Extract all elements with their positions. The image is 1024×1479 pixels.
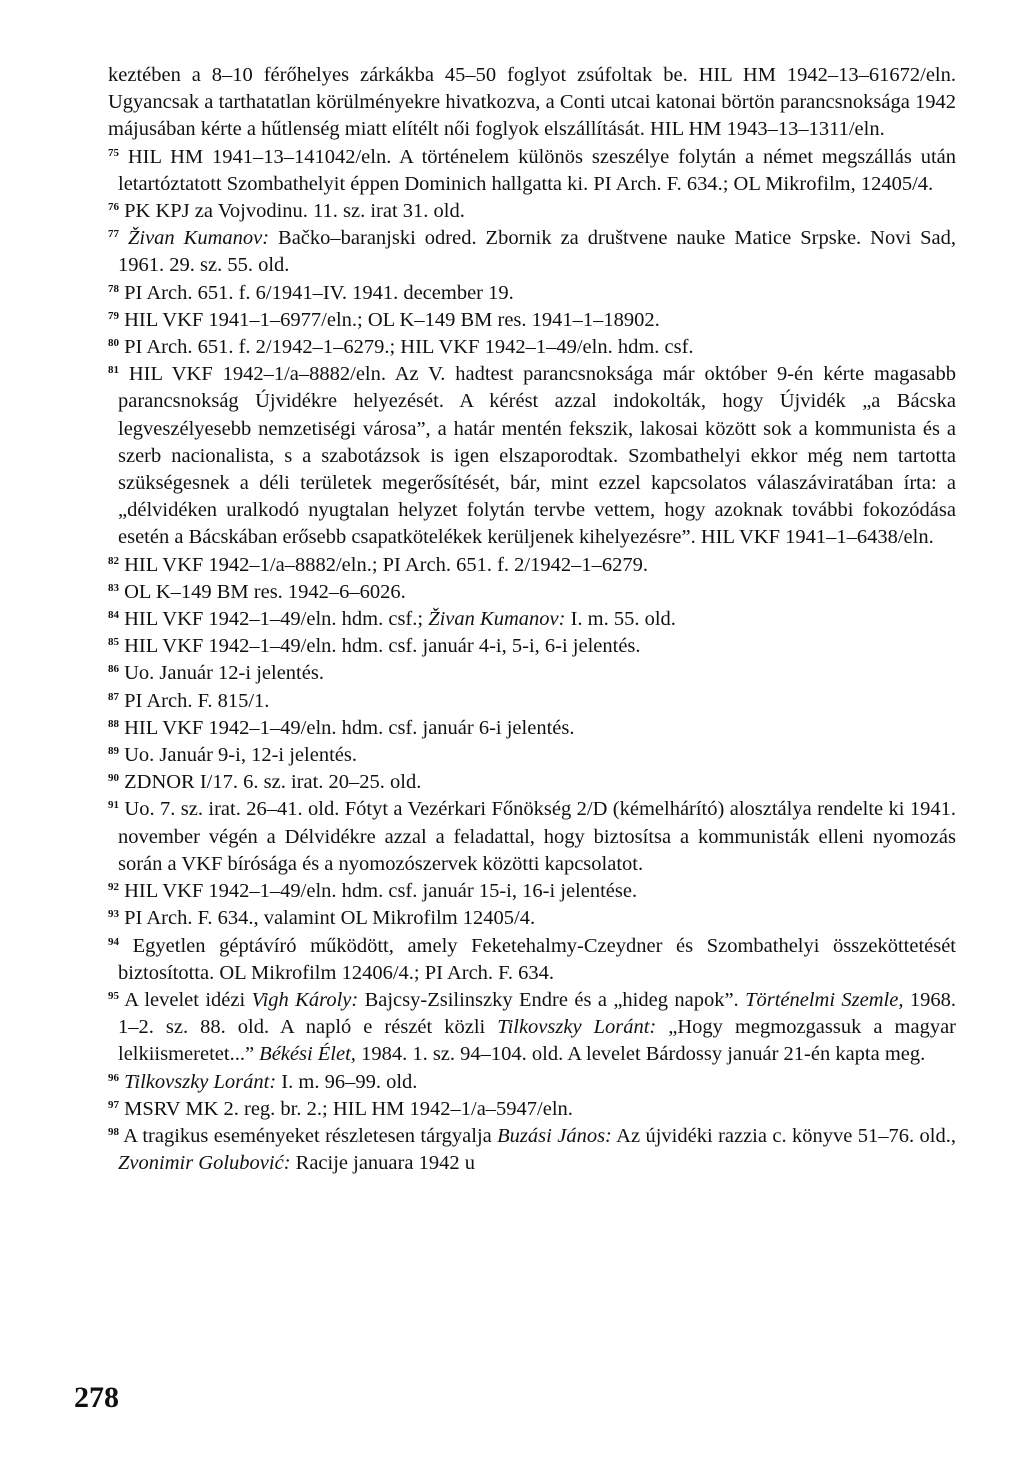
footnote-text — [119, 635, 641, 657]
footnote-text — [119, 662, 324, 684]
text-segment: HIL VKF 1942–1–49/eln. hdm. csf. január 6-i jelentés. — [124, 716, 575, 739]
text-segment: Uo. Január 12-i jelentés. — [124, 662, 324, 685]
footnote-text — [119, 771, 421, 793]
footnote: 92 HIL VKF 1942–1–49/eln. hdm. csf. január 15-i, 16-i jelentése. — [108, 880, 638, 903]
text-segment: Bačko–baranjski odred. Zbornik za društvene nauke Matice Srpske. Novi Sad, 1961. 29. sz. 55. old. — [118, 227, 956, 277]
text-segment: HIL VKF 1942–1/a–8882/eln.; PI Arch. 651. f. 2/1942–1–6279. — [124, 553, 648, 576]
cited-author-or-title: Békési Élet, — [259, 1043, 356, 1066]
footnote: 91 Uo. 7. sz. irat. 26–41. old. Fótyt a Vezérkari Főnökség 2/D (kémelhárító) alosztálya rendelte ki 1941. november végén a Délvidékre azzal a feladattal, hogy biztosítsa a kommunisták elleni nyomozás során a VKF bírósága és a nyomozószervek közötti kapcsolatot. — [108, 798, 956, 875]
footnotes — [108, 62, 956, 1177]
text-segment: PI Arch. 651. f. 2/1942–1–6279.; HIL VKF 1942–1–49/eln. hdm. csf. — [124, 336, 694, 359]
footnote: 81 HIL VKF 1942–1/a–8882/eln. Az V. hadtest parancsnoksága már október 9-én kérte magasabb parancsnokság Újvidékre helyezését. A kérést azzal indokolták, hogy Újvidék „a Bácska legveszélyesebb nemzetiségi városa”, a határ mentén fekszik, lakosai között sok a kommunista és a szerb nacionalista, s a szabotázsok is igen elszaporodtak. Szombathelyi ekkor még nem tartotta szükségesnek a déli területek megerősítését, bár, mint ezzel kapcsolatos válaszáviratában írta: a „délvidéken uralkodó nyugtalan helyzet folytán tervbe vettem, hogy azoknak további fokozódása esetén a Bácskában erősebb csapatkötelékek kerüljenek kihelyezésre”. HIL VKF 1941–1–6438/eln. — [108, 363, 957, 549]
footnote-text — [119, 907, 535, 929]
footnote-text — [119, 309, 660, 331]
text-segment: Uo. 7. sz. irat. 26–41. old. Fótyt a Vezérkari Főnökség 2/D (kémelhárító) alosztálya rendelte ki 1941. november végén a Délvidékre azzal a feladattal, hogy biztosítsa a kommunisták elleni nyomozás során a VKF bírósága és a nyomozószervek közötti kapcsolatot. — [118, 798, 956, 875]
footnote-text — [118, 227, 956, 276]
footnote-text — [119, 282, 514, 304]
footnote: 82 HIL VKF 1942–1/a–8882/eln.; PI Arch. 651. f. 2/1942–1–6279. — [108, 553, 648, 576]
footnote: 79 HIL VKF 1941–1–6977/eln.; OL K–149 BM res. 1941–1–18902. — [108, 308, 660, 331]
footnote-text — [119, 1071, 417, 1093]
text-segment: Bajcsy-Zsilinszky Endre és a „hideg napok”. — [358, 988, 746, 1011]
text-segment: PK KPJ za Vojvodinu. 11. sz. irat 31. old. — [124, 200, 465, 223]
text-segment: HIL HM 1941–13–141042/eln. A történelem különös szeszélye folytán a német megszállás után letartóztatott Szombathelyit éppen Dominich hallgatta ki. PI Arch. F. 634.; OL Mikrofilm, 12405/4. — [118, 145, 957, 195]
footnote-list — [108, 144, 956, 1178]
text-segment: Racije januara 1942 u — [290, 1152, 475, 1175]
text-segment: 1984. 1. sz. 94–104. old. A levelet Bárdossy január 21-én kapta meg. — [355, 1043, 926, 1066]
footnote-text — [119, 717, 574, 739]
footnote-text — [119, 554, 648, 576]
cited-author-or-title: Történelmi Szemle, — [745, 988, 904, 1011]
text-segment: PI Arch. F. 634., valamint OL Mikrofilm 12405/4. — [124, 907, 536, 930]
text-segment: OL K–149 BM res. 1942–6–6026. — [124, 580, 406, 603]
footnote-text — [118, 798, 956, 874]
text-segment: PI Arch. F. 815/1. — [124, 689, 270, 712]
footnote-text — [118, 1125, 956, 1174]
cited-author-or-title: Tilkovszky Loránt: — [497, 1016, 657, 1039]
text-segment: HIL VKF 1942–1–49/eln. hdm. csf. január 4-i, 5-i, 6-i jelentés. — [124, 635, 641, 658]
footnote-text — [119, 1098, 573, 1120]
cited-author-or-title: Živan Kumanov: — [127, 227, 270, 250]
cited-author-or-title: Vigh Károly: — [251, 988, 359, 1011]
text-segment: HIL VKF 1942–1–49/eln. hdm. csf. január 15-i, 16-i jelentése. — [124, 880, 638, 903]
footnote-text — [118, 363, 956, 548]
continued-paragraph — [108, 62, 956, 144]
footnote: 83 OL K–149 BM res. 1942–6–6026. — [108, 580, 406, 603]
text-segment: ZDNOR I/17. 6. sz. irat. 20–25. old. — [124, 771, 422, 794]
cited-author-or-title: Tilkovszky Loránt: — [124, 1070, 277, 1093]
footnote: 97 MSRV MK 2. reg. br. 2.; HIL HM 1942–1/a–5947/eln. — [108, 1097, 573, 1120]
footnote: 78 PI Arch. 651. f. 6/1941–IV. 1941. december 19. — [108, 281, 514, 304]
cited-author-or-title: Živan Kumanov: — [428, 608, 566, 631]
text-segment: Egyetlen géptávíró működött, amely Feketehalmy-Czeydner és Szombathelyi összeköttetését biztosította. OL Mikrofilm 12406/4.; PI Arch. F. 634. — [118, 934, 957, 984]
text-segment: I. m. 96–99. old. — [276, 1070, 418, 1093]
text-segment: HIL VKF 1942–1/a–8882/eln. Az V. hadtest parancsnoksága már október 9-én kérte magasabb parancsnokság Újvidékre helyezését. A kérést azzal indokolták, hogy Újvidék „a Bácska legveszélyesebb nemzetiségi városa”, a határ mentén fekszik, lakosai között sok a kommunista és a szerb nacionalista, s a szabotázsok is igen elszaporodtak. Szombathelyi ekkor még nem tartotta szükségesnek a déli területek megerősítését, bár, mint ezzel kapcsolatos válaszáviratában írta: a „délvidéken uralkodó nyugtalan helyzet folytán tervbe vettem, hogy azoknak további fokozódása esetén a Bácskában erősebb csapatkötelékek kerüljenek kihelyezésre”. HIL VKF 1941–1–6438/eln. — [118, 363, 957, 549]
footnote: 87 PI Arch. F. 815/1. — [108, 689, 270, 712]
footnote-text — [118, 935, 956, 984]
text-segment: MSRV MK 2. reg. br. 2.; HIL HM 1942–1/a–5947/eln. — [124, 1097, 573, 1120]
footnote: 77 Živan Kumanov: Bačko–baranjski odred. Zbornik za društvene nauke Matice Srpske. Novi Sad, 1961. 29. sz. 55. old. — [108, 227, 956, 277]
footnote-text — [119, 200, 465, 222]
text-segment: HIL VKF 1941–1–6977/eln.; OL K–149 BM res. 1941–1–18902. — [124, 308, 660, 331]
footnote: 75 HIL HM 1941–13–141042/eln. A történelem különös szeszélye folytán a német megszállás után letartóztatott Szombathelyit éppen Dominich hallgatta ki. PI Arch. F. 634.; OL Mikrofilm, 12405/4. — [108, 145, 957, 195]
cited-author-or-title: Zvonimir Golubović: — [118, 1152, 291, 1175]
text-segment: A tragikus eseményeket részletesen tárgyalja — [123, 1124, 498, 1147]
footnote: 86 Uo. Január 12-i jelentés. — [108, 662, 324, 685]
footnote-text — [119, 608, 676, 630]
footnote: 88 HIL VKF 1942–1–49/eln. hdm. csf. január 6-i jelentés. — [108, 716, 575, 739]
footnote: 95 A levelet idézi Vigh Károly: Bajcsy-Zsilinszky Endre és a „hideg napok”. Történelmi Szemle, 1968. 1–2. sz. 88. old. A napló e részét közli Tilkovszky Loránt: „Hogy megmozgassuk a magyar lelkiismeretet...” Békési Élet, 1984. 1. sz. 94–104. old. A levelet Bárdossy január 21-én kapta meg. — [108, 988, 956, 1066]
footnote-text — [119, 690, 269, 712]
paragraph-text: keztében a 8–10 férőhelyes zárkákba 45–50 foglyot zsúfoltak be. HIL HM 1942–13–61672/eln. Ugyancsak a tarthatatlan körülményekre hivatkozva, a Conti utcai katonai börtön parancsnoksága 1942 májusában kérte a hűtlenség miatt elítélt női foglyok elszállítását. HIL HM 1943–13–1311/eln. — [108, 64, 956, 141]
footnote: 93 PI Arch. F. 634., valamint OL Mikrofilm 12405/4. — [108, 907, 536, 930]
text-segment: PI Arch. 651. f. 6/1941–IV. 1941. december 19. — [124, 281, 514, 304]
footnote-text — [119, 744, 357, 766]
footnote-text — [119, 581, 406, 603]
footnote-text — [119, 336, 694, 358]
text-segment: HIL VKF 1942–1–49/eln. hdm. csf.; — [124, 608, 429, 631]
text-segment: Uo. Január 9-i, 12-i jelentés. — [124, 744, 357, 767]
footnote: 84 HIL VKF 1942–1–49/eln. hdm. csf.; Živan Kumanov: I. m. 55. old. — [108, 608, 676, 631]
text-segment: A levelet idézi — [124, 988, 252, 1011]
text-segment: 1968. 1–2. sz. 88. old. A napló e részét közli — [118, 988, 956, 1039]
footnote: 76 PK KPJ za Vojvodinu. 11. sz. irat 31. old. — [108, 200, 465, 223]
footnote: 98 A tragikus eseményeket részletesen tárgyalja Buzási János: Az újvidéki razzia c. könyve 51–76. old., Zvonimir Golubović: Racije januara 1942 u — [108, 1124, 956, 1175]
footnote: 90 ZDNOR I/17. 6. sz. irat. 20–25. old. — [108, 771, 422, 794]
text-segment: I. m. 55. old. — [565, 608, 676, 631]
text-segment: „Hogy megmozgassuk a magyar lelkiismeretet...” — [118, 1016, 956, 1066]
footnote: 80 PI Arch. 651. f. 2/1942–1–6279.; HIL VKF 1942–1–49/eln. hdm. csf. — [108, 336, 694, 359]
footnote-text — [118, 989, 956, 1065]
footnote-text — [118, 146, 956, 195]
page-number: 278 — [74, 1381, 119, 1414]
footnote: 85 HIL VKF 1942–1–49/eln. hdm. csf. január 4-i, 5-i, 6-i jelentés. — [108, 635, 641, 658]
cited-author-or-title: Buzási János: — [497, 1124, 612, 1147]
footnote: 94 Egyetlen géptávíró működött, amely Feketehalmy-Czeydner és Szombathelyi összeköttetését biztosította. OL Mikrofilm 12406/4.; PI Arch. F. 634. — [108, 934, 957, 984]
text-segment: Az újvidéki razzia c. könyve 51–76. old., — [611, 1124, 956, 1147]
footnote: 89 Uo. Január 9-i, 12-i jelentés. — [108, 744, 357, 767]
footnote-text — [119, 880, 637, 902]
footnote: 96 Tilkovszky Loránt: I. m. 96–99. old. — [108, 1070, 418, 1093]
